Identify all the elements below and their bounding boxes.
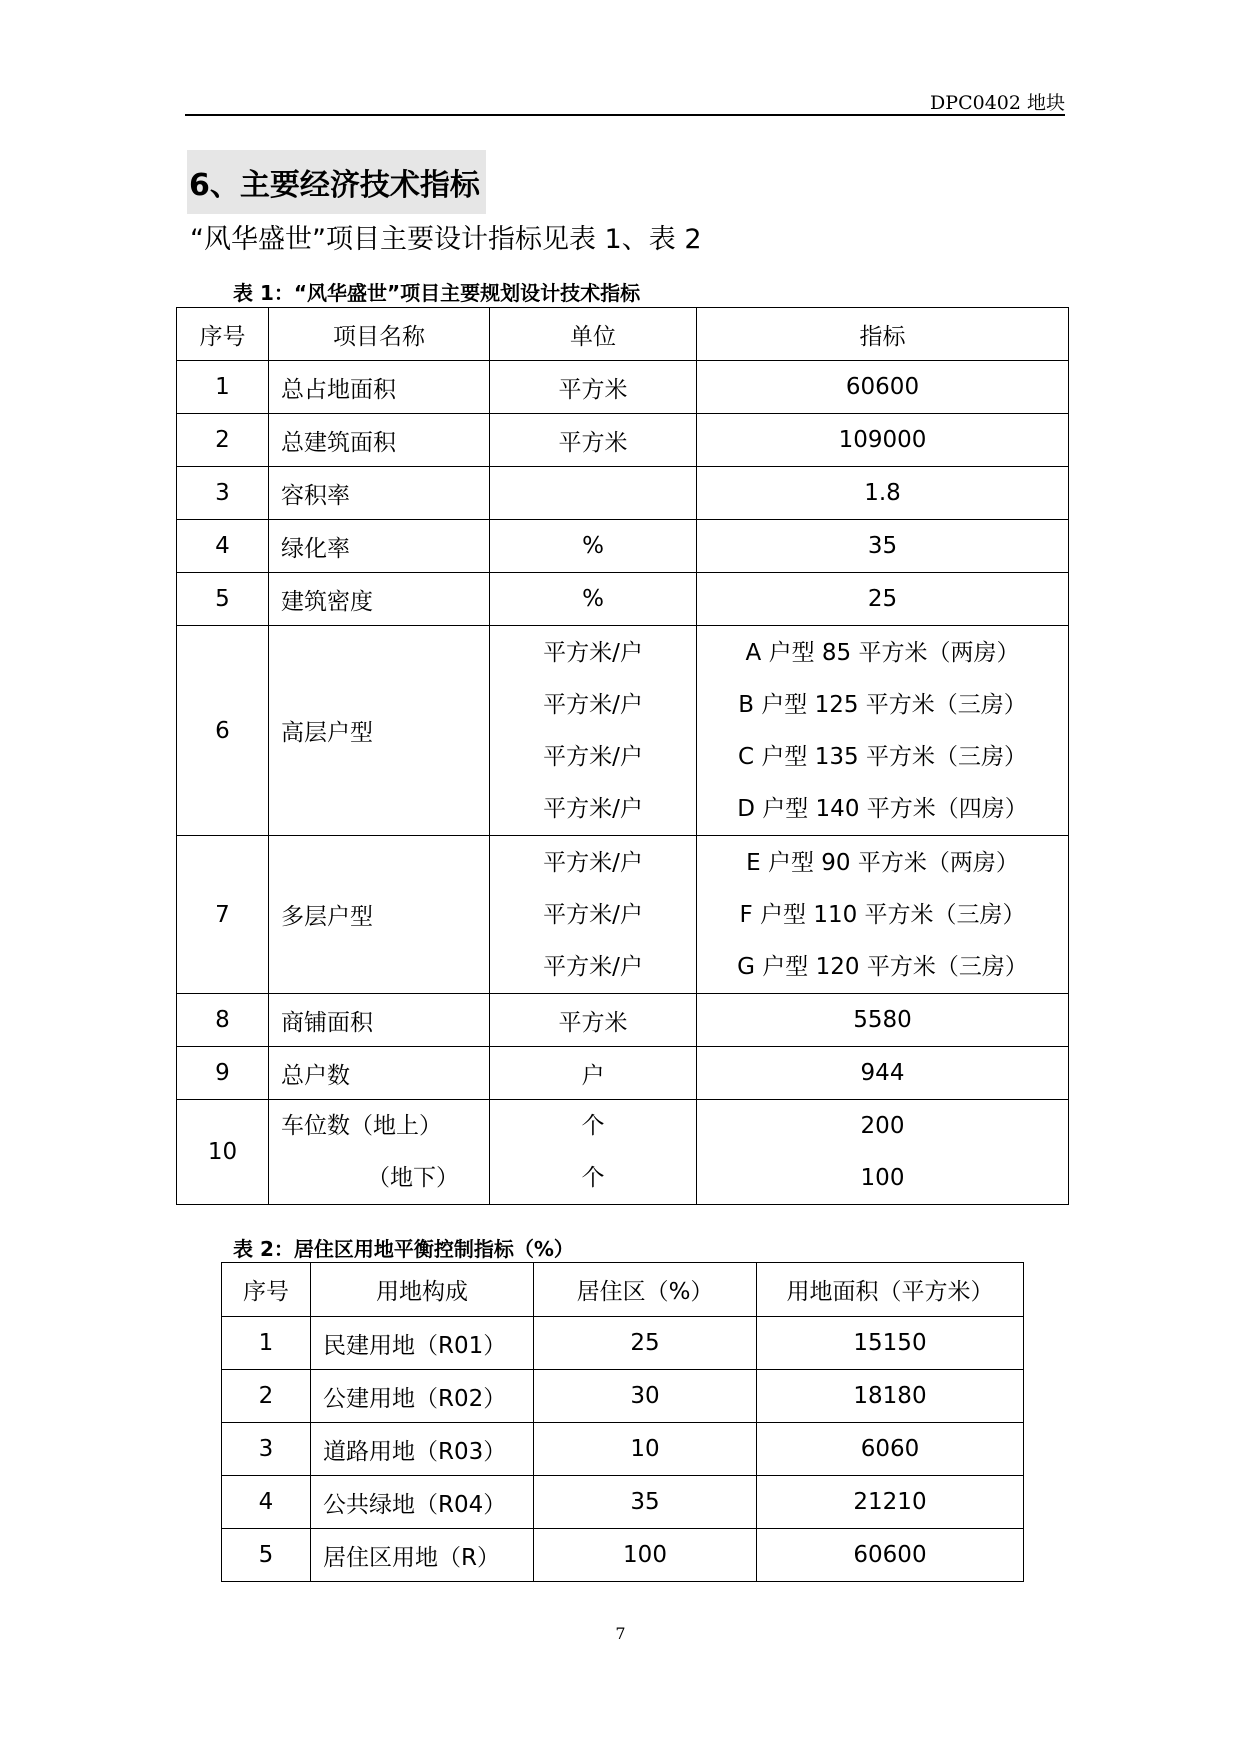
- unit-line: 个: [581, 1165, 605, 1191]
- table-row: [177, 836, 1069, 994]
- table1-caption: 表 1：“风华盛世”项目主要规划设计技术指标: [233, 281, 641, 305]
- row-area: 21210: [757, 1476, 1024, 1529]
- table-row: [177, 361, 1069, 414]
- section-heading: 6、主要经济技术指标: [187, 150, 486, 214]
- value-line: 100: [860, 1165, 905, 1191]
- row-value: 109000: [697, 414, 1069, 467]
- row-name: 容积率: [269, 467, 490, 520]
- row-unit: %: [490, 573, 697, 626]
- row-values: [697, 1100, 1069, 1205]
- row-units: [490, 836, 697, 994]
- row-value: 35: [697, 520, 1069, 573]
- table-row: [222, 1370, 1024, 1423]
- row-values: [697, 836, 1069, 994]
- unit-line: 平方米/户: [543, 901, 643, 928]
- row-name: 绿化率: [269, 520, 490, 573]
- row-unit: %: [490, 520, 697, 573]
- row-names: [269, 1100, 490, 1205]
- row-unit: [490, 467, 697, 520]
- unit-line: 平方米/户: [543, 639, 643, 666]
- row-name: 高层户型: [269, 626, 490, 836]
- table2: [221, 1262, 1024, 1582]
- row-name: 多层户型: [269, 836, 490, 994]
- row-no: 3: [177, 467, 269, 520]
- table-row: [177, 1100, 1069, 1205]
- table-row: [177, 1047, 1069, 1100]
- row-name: 总占地面积: [269, 361, 490, 414]
- value-line: A 户型 85 平方米（两房）: [745, 639, 1020, 666]
- row-area: 60600: [757, 1529, 1024, 1582]
- table1-header-name: 项目名称: [269, 308, 490, 361]
- row-name: 道路用地（R03）: [311, 1423, 534, 1476]
- value-line: F 户型 110 平方米（三房）: [739, 901, 1026, 928]
- table-row: [177, 994, 1069, 1047]
- row-name: 商铺面积: [269, 994, 490, 1047]
- row-pct: 35: [534, 1476, 757, 1529]
- row-no: 6: [177, 626, 269, 836]
- row-value: 25: [697, 573, 1069, 626]
- table2-header-name: 用地构成: [311, 1263, 534, 1317]
- unit-line: 平方米/户: [543, 691, 643, 718]
- row-no: 9: [177, 1047, 269, 1100]
- row-no: 7: [177, 836, 269, 994]
- row-pct: 30: [534, 1370, 757, 1423]
- row-unit: 户: [490, 1047, 697, 1100]
- row-name: 总户数: [269, 1047, 490, 1100]
- value-line: D 户型 140 平方米（四房）: [737, 795, 1028, 822]
- table-row: [177, 414, 1069, 467]
- table1-header-no: 序号: [177, 308, 269, 361]
- table-row: [222, 1423, 1024, 1476]
- row-no: 2: [177, 414, 269, 467]
- row-area: 18180: [757, 1370, 1024, 1423]
- table2-header-area: 用地面积（平方米）: [757, 1263, 1024, 1317]
- row-no: 3: [222, 1423, 311, 1476]
- row-values: [697, 626, 1069, 836]
- table2-header-no: 序号: [222, 1263, 311, 1317]
- value-line: G 户型 120 平方米（三房）: [737, 953, 1028, 980]
- value-line: B 户型 125 平方米（三房）: [738, 691, 1027, 718]
- row-no: 2: [222, 1370, 311, 1423]
- row-no: 4: [222, 1476, 311, 1529]
- table2-caption: 表 2：居住区用地平衡控制指标（%）: [233, 1237, 574, 1261]
- row-no: 4: [177, 520, 269, 573]
- value-line: 200: [860, 1113, 905, 1139]
- row-no: 5: [222, 1529, 311, 1582]
- unit-line: 平方米/户: [543, 849, 643, 876]
- row-unit: 平方米: [490, 361, 697, 414]
- row-pct: 25: [534, 1317, 757, 1370]
- row-name: 建筑密度: [269, 573, 490, 626]
- row-no: 10: [177, 1100, 269, 1205]
- row-unit: 平方米: [490, 994, 697, 1047]
- unit-line: 平方米/户: [543, 743, 643, 770]
- unit-line: 平方米/户: [543, 795, 643, 822]
- table1-header-value: 指标: [697, 308, 1069, 361]
- table1-header-row: [177, 308, 1069, 361]
- row-value: 60600: [697, 361, 1069, 414]
- table1: [176, 307, 1069, 1205]
- row-value: 1.8: [697, 467, 1069, 520]
- table-row: [222, 1529, 1024, 1582]
- row-no: 1: [222, 1317, 311, 1370]
- value-line: C 户型 135 平方米（三房）: [738, 743, 1027, 770]
- table-row: [177, 520, 1069, 573]
- row-value: 944: [697, 1047, 1069, 1100]
- table-row: [177, 467, 1069, 520]
- page-number: 7: [615, 1624, 626, 1643]
- running-header: DPC0402 地块: [930, 92, 1065, 114]
- table1-header-unit: 单位: [490, 308, 697, 361]
- row-name: 总建筑面积: [269, 414, 490, 467]
- name-line: 车位数（地上）: [281, 1113, 442, 1139]
- row-name: 公共绿地（R04）: [311, 1476, 534, 1529]
- row-units: [490, 1100, 697, 1205]
- row-value: 5580: [697, 994, 1069, 1047]
- row-name: 公建用地（R02）: [311, 1370, 534, 1423]
- header-rule: [185, 114, 1065, 116]
- table-row: [177, 626, 1069, 836]
- row-name: 民建用地（R01）: [311, 1317, 534, 1370]
- intro-paragraph: “风华盛世”项目主要设计指标见表 1、表 2: [190, 224, 702, 255]
- row-pct: 100: [534, 1529, 757, 1582]
- row-no: 5: [177, 573, 269, 626]
- value-line: E 户型 90 平方米（两房）: [746, 849, 1019, 876]
- table2-header-pct: 居住区（%）: [534, 1263, 757, 1317]
- table2-header-row: [222, 1263, 1024, 1317]
- table-row: [177, 573, 1069, 626]
- table-row: [222, 1476, 1024, 1529]
- row-area: 15150: [757, 1317, 1024, 1370]
- row-unit: 平方米: [490, 414, 697, 467]
- row-pct: 10: [534, 1423, 757, 1476]
- row-area: 6060: [757, 1423, 1024, 1476]
- unit-line: 平方米/户: [543, 953, 643, 980]
- row-units: [490, 626, 697, 836]
- row-no: 1: [177, 361, 269, 414]
- table-row: [222, 1317, 1024, 1370]
- name-line: （地下）: [367, 1165, 459, 1191]
- row-no: 8: [177, 994, 269, 1047]
- unit-line: 个: [581, 1113, 605, 1139]
- row-name: 居住区用地（R）: [311, 1529, 534, 1582]
